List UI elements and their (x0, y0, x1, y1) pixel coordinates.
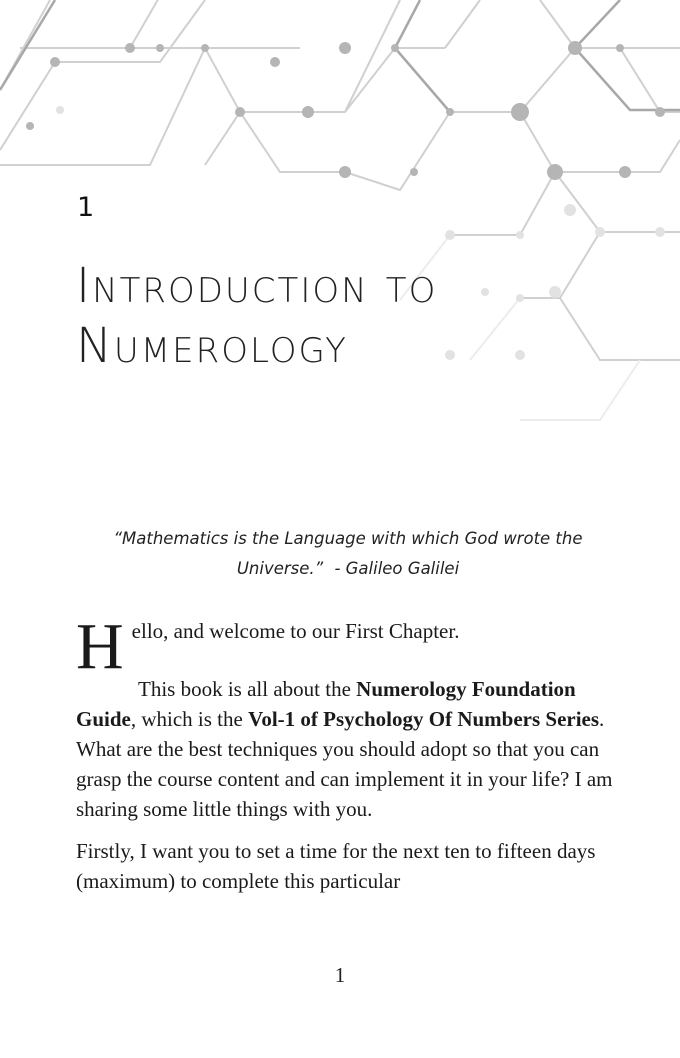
page-number: 1 (334, 963, 346, 987)
epigraph (80, 524, 616, 584)
drop-cap: H (76, 610, 124, 683)
epigraph-quote: “Mathematics is the Language with which God wrote the Universe.” (113, 529, 583, 578)
chapter-number: 1 (77, 192, 95, 223)
intro-text-3: . What are the best techniques you should adopt so that you can grasp the course content and can implement it in your life? I am sharing some little things with you. (76, 707, 613, 821)
series-title-bold: Vol-1 of Psychology Of Numbers Series (248, 707, 600, 731)
instruction-paragraph: Firstly, I want you to set a time for the next ten to fifteen days (maximum) to complete this particular (76, 839, 596, 893)
intro-text-1: This book is all about the (138, 677, 357, 701)
epigraph-attribution: - Galileo Galilei (334, 559, 460, 578)
chapter-title: Introduction to Numerology (76, 258, 438, 374)
opening-paragraph-text: ello, and welcome to our First Chapter. (131, 619, 460, 643)
opening-paragraph (76, 610, 628, 683)
intro-paragraph (76, 674, 628, 824)
intro-text-2: , which is the (130, 707, 249, 731)
book-title-bold: Numerology Foundation Guide (76, 677, 576, 731)
chapter-body (76, 610, 628, 896)
